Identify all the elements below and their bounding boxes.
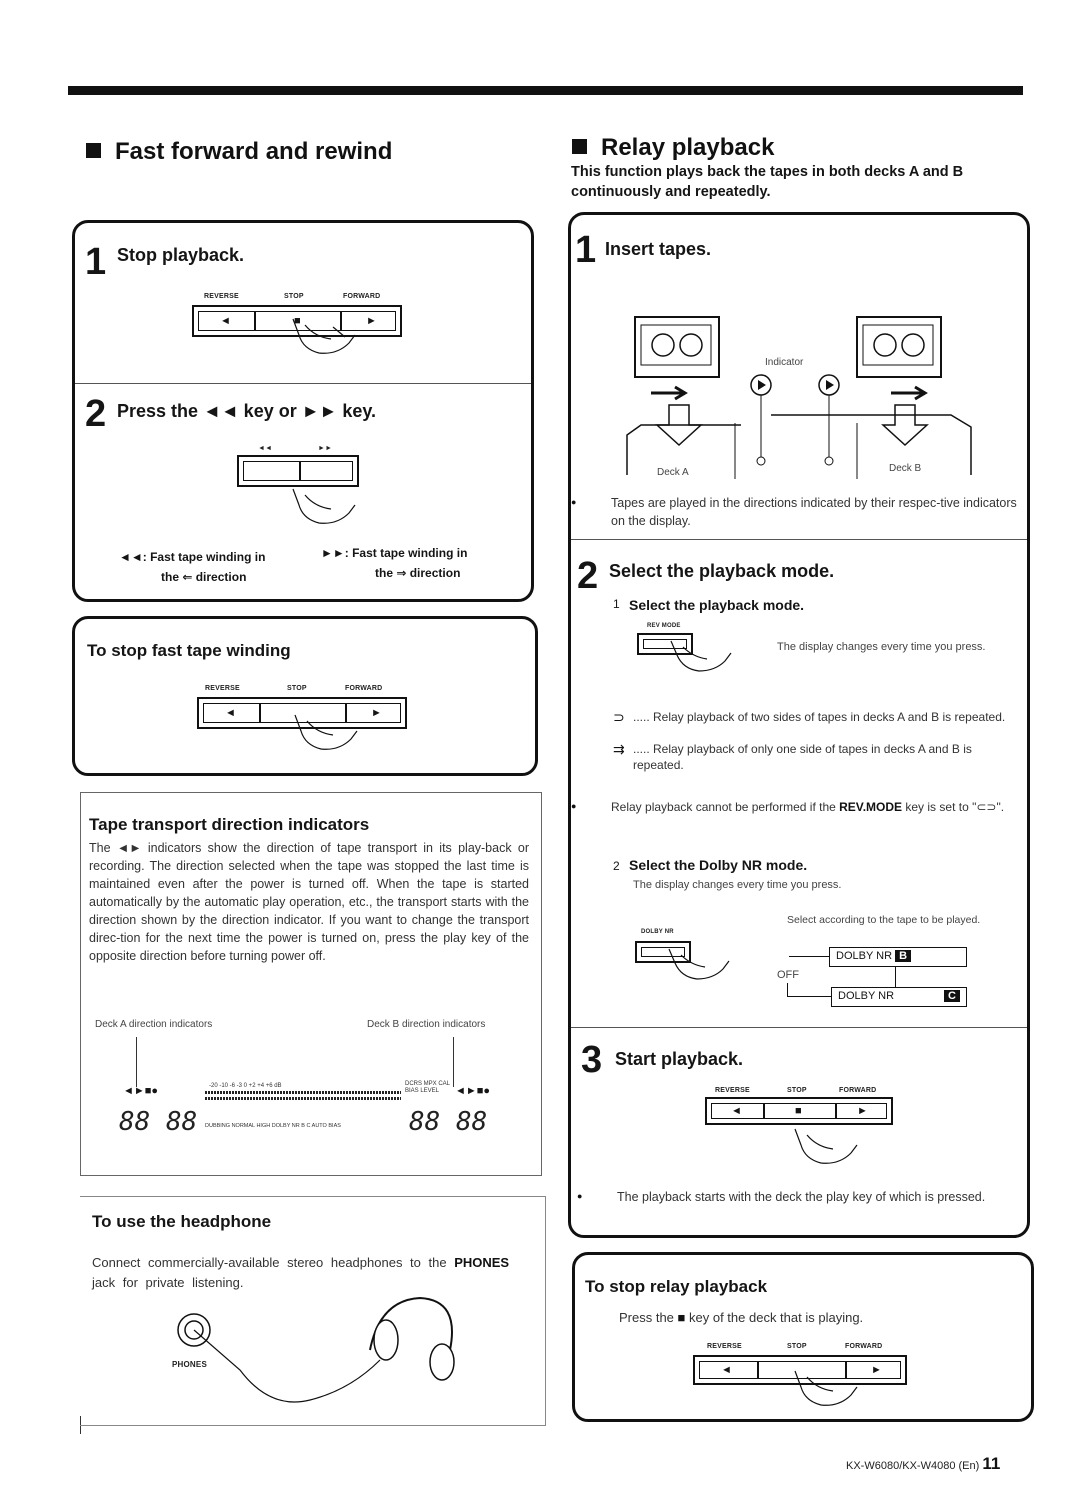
label-fast-forward: ►► (318, 445, 333, 452)
section-title-fast-forward: Fast forward and rewind (86, 138, 392, 166)
headphone-paragraph: Connect commercially-available stereo headphones to the PHONES jack for private listening. (92, 1255, 510, 1290)
label-rewind: ◄◄ (258, 445, 273, 452)
indicator-label: Indicator (765, 357, 804, 368)
reverse-play-icon: ◄ (225, 707, 236, 719)
substep-number-1: 1 (613, 597, 620, 611)
pressing-hand-icon (787, 1367, 867, 1417)
square-bullet-icon (572, 139, 587, 154)
deck-b-indicators-label: Deck B direction indicators (367, 1019, 486, 1030)
start-playback-note: ● The playback starts with the deck the play key of which is pressed. (597, 1187, 1021, 1206)
step-title-press-key: Press the ◄◄ key or ►► key. (117, 401, 377, 421)
step-title-start-playback: Start playback. (615, 1049, 744, 1069)
stop-winding-box (72, 616, 538, 776)
label-reverse: REVERSE (715, 1087, 750, 1094)
forward-play-icon: ► (371, 707, 382, 719)
leader-line (453, 1037, 454, 1087)
label-stop: STOP (284, 293, 304, 300)
indicators-title: Tape transport direction indicators (89, 815, 370, 834)
stop-icon: ■ (795, 1105, 802, 1117)
rev-mode-warning: ● Relay playback cannot be performed if the REV.MODE key is set to "⊂⊃". (591, 797, 1021, 816)
level-meter-bar (205, 1097, 401, 1100)
top-rule (68, 86, 1023, 95)
label-forward: FORWARD (839, 1087, 877, 1094)
connector-line (787, 983, 788, 997)
divider (80, 1196, 546, 1197)
dolby-nr-key-label: DOLBY NR (641, 929, 674, 935)
label-stop: STOP (787, 1087, 807, 1094)
section-title-relay: Relay playback (572, 134, 774, 162)
deck-a-indicators-label: Deck A direction indicators (95, 1019, 213, 1030)
dolby-display-note: The display changes every time you press. (633, 879, 842, 891)
connector-line (789, 956, 829, 957)
decks-illustration (621, 305, 991, 485)
step-number-1: 1 (575, 229, 597, 271)
wind-keys-illustration (237, 455, 359, 487)
pressing-hand-icon (285, 485, 365, 535)
footer (846, 1454, 1000, 1474)
relay-both-sides-icon: ⊃ (613, 709, 625, 725)
dolby-off-label: OFF (777, 969, 799, 981)
step-divider (571, 1027, 1027, 1028)
counter-digits-left: 88 88 (119, 1107, 198, 1137)
label-forward: FORWARD (345, 685, 383, 692)
step-title-playback-mode: Select the playback mode. (609, 561, 835, 581)
counter-digits-right: 88 88 (409, 1107, 488, 1137)
transport-keys-illustration (705, 1097, 893, 1125)
indicators-section (80, 792, 542, 1176)
label-reverse: REVERSE (204, 293, 239, 300)
fl-display-illustration (119, 1081, 491, 1151)
rev-mode-label: REV MODE (647, 623, 681, 629)
forward-play-icon: ► (871, 1364, 882, 1376)
square-bullet-icon (86, 143, 101, 158)
level-meter-scale: -20 -10 -6 -3 0 +2 +4 +6 dB (209, 1083, 282, 1089)
stop-icon: ■ (294, 315, 301, 327)
label-stop: STOP (287, 685, 307, 692)
pressing-hand-icon (787, 1125, 867, 1175)
footer-model: KX-W6080/KX-W4080 (En) (846, 1460, 980, 1472)
stop-square-icon: ■ (677, 1310, 686, 1325)
mode-one-side-text: ..... Relay playback of only one side of tapes in decks A and B is repeated. (633, 742, 972, 772)
forward-play-icon: ► (366, 315, 377, 327)
reverse-play-icon: ◄ (731, 1105, 742, 1117)
substep-title-dolby: Select the Dolby NR mode. (629, 857, 808, 873)
reverse-play-icon: ◄ (721, 1364, 732, 1376)
legend-forward: ►►: Fast tape winding in the ⇒ direction (321, 546, 468, 580)
divider (80, 1425, 546, 1426)
connector-line (787, 996, 831, 997)
pressing-hand-icon (285, 315, 365, 365)
indicators-paragraph: The ◄► indicators show the direction of tape transport in its play-back or recording. The direction selected when the tape was stopped the last time is maintained even after the power is turned off. When the tape is started automatically by the automatic play operation, etc., the transport starts with the direction shown by the direction indicator. If you want to change the transport direc-tion for the next time the power is turned on, press the play key of the opposite direction before turning power off. (89, 841, 529, 963)
step-number-1: 1 (85, 241, 107, 283)
leader-line (136, 1037, 137, 1087)
reverse-play-icon: ◄ (220, 315, 231, 327)
deck-b-label: Deck B (889, 463, 922, 474)
level-meter-bar (205, 1091, 401, 1094)
dolby-b-box: DOLBY NR B (829, 947, 967, 967)
connector-line (895, 967, 896, 987)
substep-title-mode: Select the playback mode. (629, 597, 805, 613)
label-stop: STOP (787, 1343, 807, 1350)
headphone-title: To use the headphone (92, 1212, 272, 1231)
display-mode-tags: DUBBING NORMAL HIGH DOLBY NR B C AUTO BIAS (205, 1123, 341, 1129)
stop-relay-text: Press the ■ key of the deck that is playing. (619, 1310, 864, 1325)
step-divider (571, 539, 1027, 540)
display-changes-note: The display changes every time you press. (777, 641, 986, 653)
direction-indicator-icon: ◄►■● (455, 1085, 491, 1097)
step-number-2: 2 (85, 393, 107, 435)
headphones-illustration (160, 1290, 460, 1420)
relay-steps-box (568, 212, 1030, 1238)
pressing-hand-icon (665, 947, 735, 991)
pressing-hand-icon (287, 711, 367, 761)
phones-jack-label: PHONES (172, 1360, 207, 1369)
mode-both-sides-text: ..... Relay playback of two sides of tapes in decks A and B is repeated. (633, 710, 1006, 724)
legend-rewind: ◄◄: Fast tape winding in the ⇐ direction (119, 550, 266, 584)
step-title-insert-tapes: Insert tapes. (605, 239, 712, 259)
dolby-c-box: DOLBY NR C (831, 987, 967, 1007)
forward-play-icon: ► (857, 1105, 868, 1117)
stop-relay-title: To stop relay playback (585, 1277, 768, 1296)
step-number-3: 3 (581, 1039, 603, 1081)
direction-indicator-icon: ◄►■● (123, 1085, 159, 1097)
label-forward: FORWARD (845, 1343, 883, 1350)
label-reverse: REVERSE (707, 1343, 742, 1350)
substep-number-2: 2 (613, 859, 620, 873)
step-title-stop-playback: Stop playback. (117, 245, 245, 265)
display-tags: DCRS MPX CAL BIAS LEVEL (405, 1081, 450, 1094)
dolby-select-note: Select according to the tape to be played. (787, 914, 981, 926)
step-divider (75, 383, 531, 384)
insert-tapes-note: ● Tapes are played in the directions indicated by their respec-tive indicators on the display. (591, 493, 1017, 530)
relay-one-side-icon: ⇉ (613, 741, 625, 757)
stop-winding-title: To stop fast tape winding (87, 641, 291, 660)
label-forward: FORWARD (343, 293, 381, 300)
fast-forward-steps-box (72, 220, 534, 602)
page-number: 11 (982, 1454, 1001, 1473)
deck-a-label: Deck A (657, 467, 689, 478)
stop-relay-box (572, 1252, 1034, 1422)
step-number-2: 2 (577, 555, 599, 597)
relay-intro: This function plays back the tapes in both decks A and B continuously and repeatedly. (571, 164, 964, 200)
divider (545, 1196, 546, 1426)
pressing-hand-icon (667, 639, 737, 683)
label-reverse: REVERSE (205, 685, 240, 692)
